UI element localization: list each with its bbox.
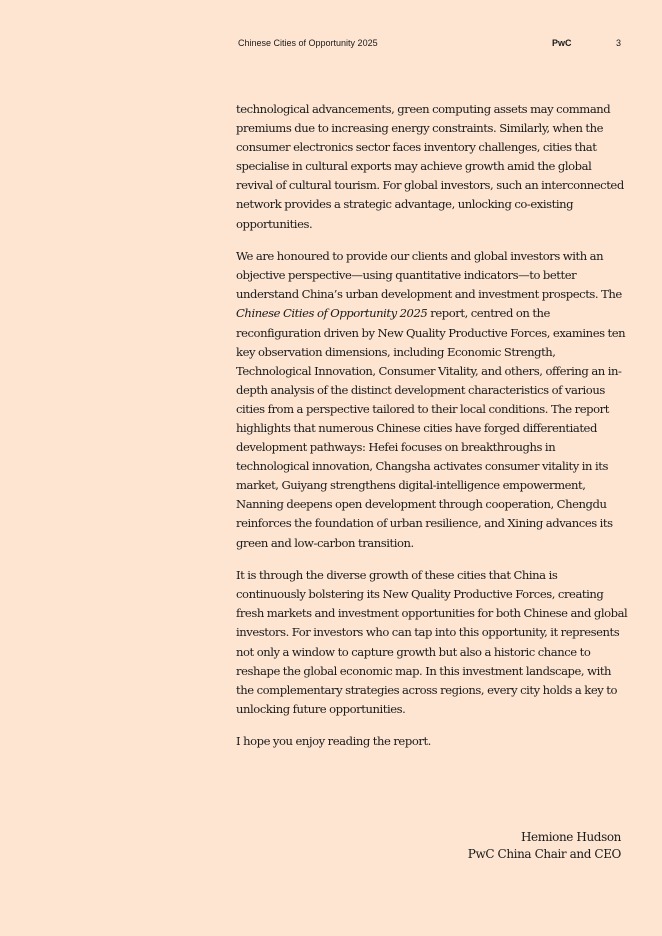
page-header [238, 37, 622, 49]
signature-block [468, 829, 621, 863]
report-title-italic: Chinese Cities of Opportunity 2025 [236, 306, 428, 321]
paragraph-2-intro: We are honoured to provide our clients and global investors with an objective perspective—using quantitative indicators—to better understand China’s urban development and investment prospects. The [236, 249, 622, 302]
paragraph-3: It is through the diverse growth of these cities that China is continuously bolstering its New Quality Productive Forces, creating fresh markets and investment opportunities for both Chinese and global investors. For investors who can tap into this opportunity, it represents not only a window to capture growth but also a historic chance to reshape the global economic map. In this investment landscape, with the complementary strategies across regions, every city holds a key to unlocking future opportunities. [236, 568, 628, 716]
paragraph-1: technological advancements, green computing assets may command premiums due to increasing energy constraints. Similarly, when the consumer electronics sector faces inventory challenges, cities that specialise in cultural exports may achieve growth amid the global revival of cultural tourism. For global investors, such an interconnected network provides a strategic advantage, unlocking co-existing opportunities. [236, 102, 624, 231]
body-text [236, 100, 628, 752]
closing-line: I hope you enjoy reading the report. [236, 734, 431, 749]
signatory-name: Hemione Hudson [520, 830, 621, 844]
paragraph-2-rest: report, centred on the reconfiguration driven by New Quality Productive Forces, examines ten key observation dimensions, including Economic Strength, Technological Innovation, Consumer Vitality, and others, offering an in-depth analysis of the distinct development characteristics of various cities from a perspective tailored to their local conditions. The report highlights that numerous Chinese cities have forged differentiated development pathways: Hefei focuses on breakthroughs in technological innovation, Changsha activates consumer vitality in its market, Guiyang strengthens digital-intelligence empowerment, Nanning deepens open development through cooperation, Chengdu reinforces the foundation of urban resilience, and Xining advances its green and low-carbon transition. [236, 306, 626, 550]
page-number: 3 [615, 38, 621, 48]
signatory-title: PwC China Chair and CEO [467, 847, 621, 861]
document-title: Chinese Cities of Opportunity 2025 [238, 38, 378, 48]
brand-name: PwC [552, 38, 572, 48]
paragraph-2 [236, 247, 628, 553]
